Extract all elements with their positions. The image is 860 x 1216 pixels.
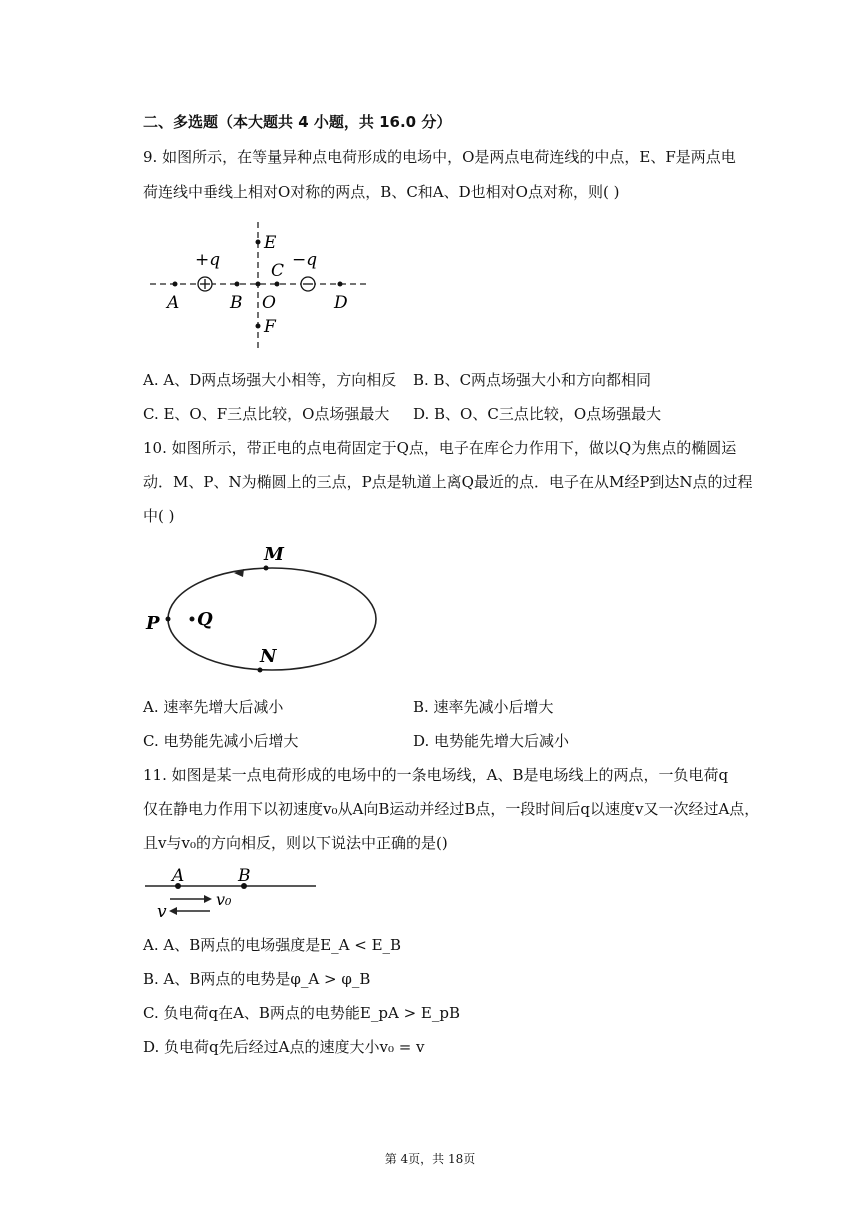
q10-stem-line1: 10. 如图所示，带正电的点电荷固定于Q点，电子在库仑力作用下，做以Q为焦点的椭圆运 <box>143 439 737 457</box>
q9-option-b: B. B、C两点场强大小和方向都相同 <box>413 371 652 389</box>
q10-option-d: D. 电势能先增大后减小 <box>413 732 570 750</box>
q11-stem-line3: 且v与v₀的方向相反，则以下说法中正确的是() <box>143 834 448 852</box>
q11-figure <box>140 862 330 920</box>
q11-stem-line2: 仅在静电力作用下以初速度v₀从A向B运动并经过B点，一段时间后q以速度v又一次经过A点， <box>143 800 760 818</box>
label-F: F <box>264 317 276 337</box>
q9-option-a: A. A、D两点场强大小相等，方向相反 <box>143 371 397 389</box>
q9-option-c: C. E、O、F三点比较，O点场强最大 <box>143 405 390 423</box>
label-M: M <box>264 544 284 565</box>
q10-option-c: C. 电势能先减小后增大 <box>143 732 299 750</box>
q11-option-d: D. 负电荷q先后经过A点的速度大小v₀ = v <box>143 1038 425 1056</box>
label-N: N <box>260 646 277 667</box>
label-A: A <box>167 293 180 313</box>
q9-figure <box>140 220 380 355</box>
q11-stem-line1: 11. 如图是某一点电荷形成的电场中的一条电场线，A、B是电场线上的两点，一负电荷q <box>143 766 729 784</box>
label-A: A <box>172 866 185 886</box>
q10-stem-line3: 中( ) <box>143 507 175 525</box>
q11-option-c: C. 负电荷q在A、B两点的电势能E_pA > E_pB <box>143 1004 461 1022</box>
label-E: E <box>264 233 277 253</box>
label-C: C <box>271 261 285 281</box>
label-plus-q: +q <box>195 250 221 270</box>
section-header: 二、多选题（本大题共 4 小题，共 16.0 分） <box>143 113 452 131</box>
q10-option-a: A. 速率先增大后减小 <box>143 698 284 716</box>
label-minus-q: −q <box>292 250 318 270</box>
label-v: v <box>157 902 167 920</box>
q11-option-b: B. A、B两点的电势是φ_A > φ_B <box>143 970 371 988</box>
label-B: B <box>230 293 243 313</box>
label-P: P <box>146 613 160 634</box>
q10-option-b: B. 速率先减小后增大 <box>413 698 554 716</box>
label-O: O <box>262 293 276 313</box>
label-v0: v₀ <box>216 890 232 909</box>
q10-figure <box>140 540 380 675</box>
q9-stem-line1: 9. 如图所示，在等量异种点电荷形成的电场中，O是两点电荷连线的中点，E、F是两点电 <box>143 148 736 166</box>
label-Q: Q <box>197 609 213 630</box>
q9-option-d: D. B、O、C三点比较，O点场强最大 <box>413 405 662 423</box>
q11-option-a: A. A、B两点的电场强度是E_A < E_B <box>143 936 402 954</box>
page-footer: 第 4页，共 18页 <box>384 1152 476 1166</box>
q10-stem-line2: 动．M、P、N为椭圆上的三点，P点是轨道上离Q最近的点．电子在从M经P到达N点的过程 <box>143 473 753 491</box>
q9-stem-line2: 荷连线中垂线上相对O对称的两点，B、C和A、D也相对O点对称，则( ) <box>143 183 620 201</box>
label-D: D <box>334 293 348 313</box>
label-B: B <box>238 866 251 886</box>
